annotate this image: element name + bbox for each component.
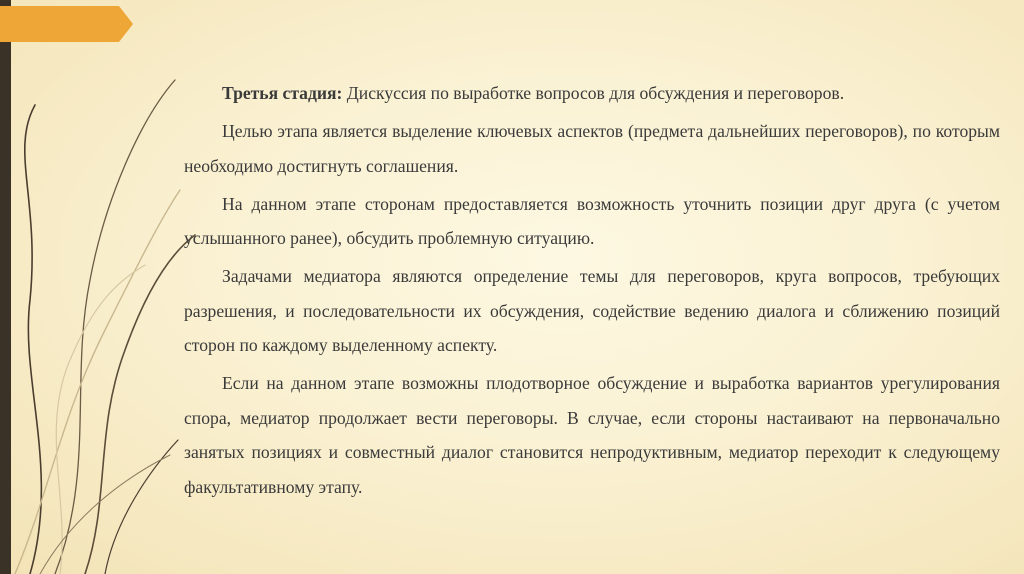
- orange-accent-tab: [0, 0, 135, 50]
- decorative-curves: [0, 0, 200, 574]
- stage-heading-text: Дискуссия по выработке вопросов для обсуждения и переговоров.: [342, 83, 845, 103]
- stage-heading-paragraph: [184, 76, 1000, 111]
- paragraph-goal: Целью этапа является выделение ключевых аспектов (предмета дальнейших переговоров), по которым необходимо достигнуть соглашения.: [184, 121, 1000, 176]
- paragraph-positions: На данном этапе сторонам предоставляется возможность уточнить позиции друг друга (с учетом услышанного ранее), обсудить проблемную ситуацию.: [184, 193, 1000, 248]
- slide-body: [184, 76, 1000, 508]
- stage-heading-label: Третья стадия:: [222, 83, 343, 103]
- paragraph-next-stage: Если на данном этапе возможны плодотворное обсуждение и выработка вариантов урегулирования спора, медиатор продолжает вести переговоры. В случае, если стороны настаивают на первоначально занятых позициях и совместный диалог становится непродуктивным, медиатор переходит к следующему факультативному этапу.: [184, 373, 1000, 497]
- paragraph-mediator-tasks: Задачами медиатора являются определение темы для переговоров, круга вопросов, требующих разрешения, и последовательности их обсуждения, содействие ведению диалога и сближению позиций сторон по каждому выделенному аспекту.: [184, 266, 1000, 355]
